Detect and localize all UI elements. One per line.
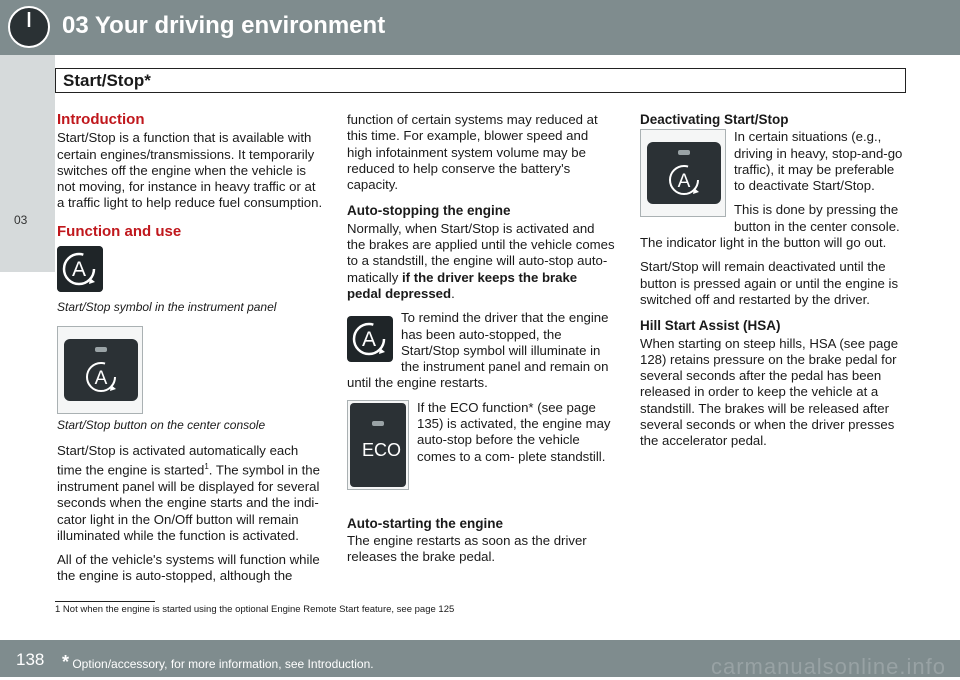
- deactivate-text-1: In certain situations (e.g., driving in heavy, stop-and-go traffic), it may be preferable to deactivate Start/Stop.: [734, 129, 903, 194]
- section-title: Start/Stop*: [63, 71, 151, 90]
- svg-text:A: A: [71, 258, 87, 282]
- chapter-tab: [0, 55, 55, 272]
- deactivate-text-3: Start/Stop will remain deactivated until the button is pressed again or until the engine is switched off and restarted by the driver.: [640, 259, 899, 307]
- function-heading: Function and use: [57, 222, 182, 240]
- footer-bar: [0, 640, 960, 677]
- systems-text-cont: function of certain systems may reduced at this time. For example, blower speed and high infotainment system volume may be reduced to help conserve the battery's capacity.: [347, 112, 598, 193]
- auto-start-heading: Auto-starting the engine: [347, 515, 503, 531]
- start-stop-symbol-figure: [57, 246, 325, 296]
- column-1: [57, 112, 325, 593]
- column-2: [347, 112, 615, 574]
- activation-text: Start/Stop is activated automatically each time the engine is started$^1$. The symbol in the instrument panel will be displayed for several seconds when the engine starts and the indi- cator light in the On/Off button will remain illuminated while the function is activated.: [57, 442, 320, 543]
- watermark: carmanualsonline.info: [710, 654, 946, 679]
- section-title-box: [55, 68, 906, 93]
- hsa-text: When starting on steep hills, HSA (see page 128) retains pressure on the brake pedal for several seconds after the pedal has been released in order to keep the vehicle at a standstill. The brakes will be released after several seconds or when the driver presses the accelerator pedal.: [640, 335, 899, 449]
- page-title: 03 Your driving environment: [62, 12, 386, 39]
- eco-label: ECO: [362, 440, 402, 460]
- page-number: 138: [16, 650, 45, 669]
- start-stop-button-icon: [64, 339, 138, 401]
- eco-text: If the ECO function* (see page 135) is activated, the engine may auto-stop before the vehicle comes to a com- plete standstill.: [417, 399, 611, 464]
- intro-heading: Introduction: [57, 111, 145, 128]
- deactivating-heading: Deactivating Start/Stop: [640, 112, 789, 127]
- header-bar: [0, 0, 960, 55]
- auto-stop-text: Normally, when Start/Stop is activated and the brakes are applied until the vehicle comes to a standstill, the engine will auto-stop auto- matically if the driver keeps the brake pedal depressed.: [347, 220, 615, 301]
- intro-text: Start/Stop is a function that is available with certain engines/transmissions. It temporarily switches off the engine when the vehicle is not moving, for instance in heavy traffic or at a traffic light to help reduce fuel consumption.: [57, 130, 323, 211]
- deactivate-text-2: This is done by pressing the button in the center console. The indicator light in the button will go out.: [640, 202, 900, 251]
- footer-note: * Option/accessory, for more information, see Introduction.: [62, 652, 374, 672]
- column-3: [640, 112, 908, 458]
- caption-symbol: Start/Stop symbol in the instrument panel: [57, 300, 277, 315]
- gauge-icon: [6, 4, 52, 50]
- start-stop-symbol-icon: [347, 316, 393, 362]
- caption-button: Start/Stop button on the center console: [57, 417, 266, 432]
- auto-stop-heading: Auto-stopping the engine: [347, 203, 511, 219]
- start-stop-button-figure: [57, 326, 143, 414]
- start-stop-symbol-icon: [57, 246, 103, 292]
- svg-text:A: A: [361, 328, 377, 352]
- deactivate-button-figure: [640, 129, 726, 217]
- svg-text:A: A: [677, 171, 691, 193]
- systems-text: All of the vehicle's systems will function while the engine is auto-stopped, although the: [57, 552, 320, 584]
- remind-text: To remind the driver that the engine has been auto-stopped, the Start/Stop symbol will illuminate in the instrument panel and remain on until the engine restarts.: [347, 310, 609, 391]
- hsa-heading: Hill Start Assist (HSA): [640, 318, 781, 334]
- footnote: 1 Not when the engine is started using the optional Engine Remote Start feature, see page 125: [55, 604, 455, 615]
- svg-text:A: A: [94, 367, 108, 389]
- footnote-divider: [55, 601, 155, 602]
- auto-start-text: The engine restarts as soon as the driver releases the brake pedal.: [347, 533, 587, 565]
- start-stop-button-icon: [647, 142, 721, 204]
- chapter-number: 03: [14, 213, 28, 227]
